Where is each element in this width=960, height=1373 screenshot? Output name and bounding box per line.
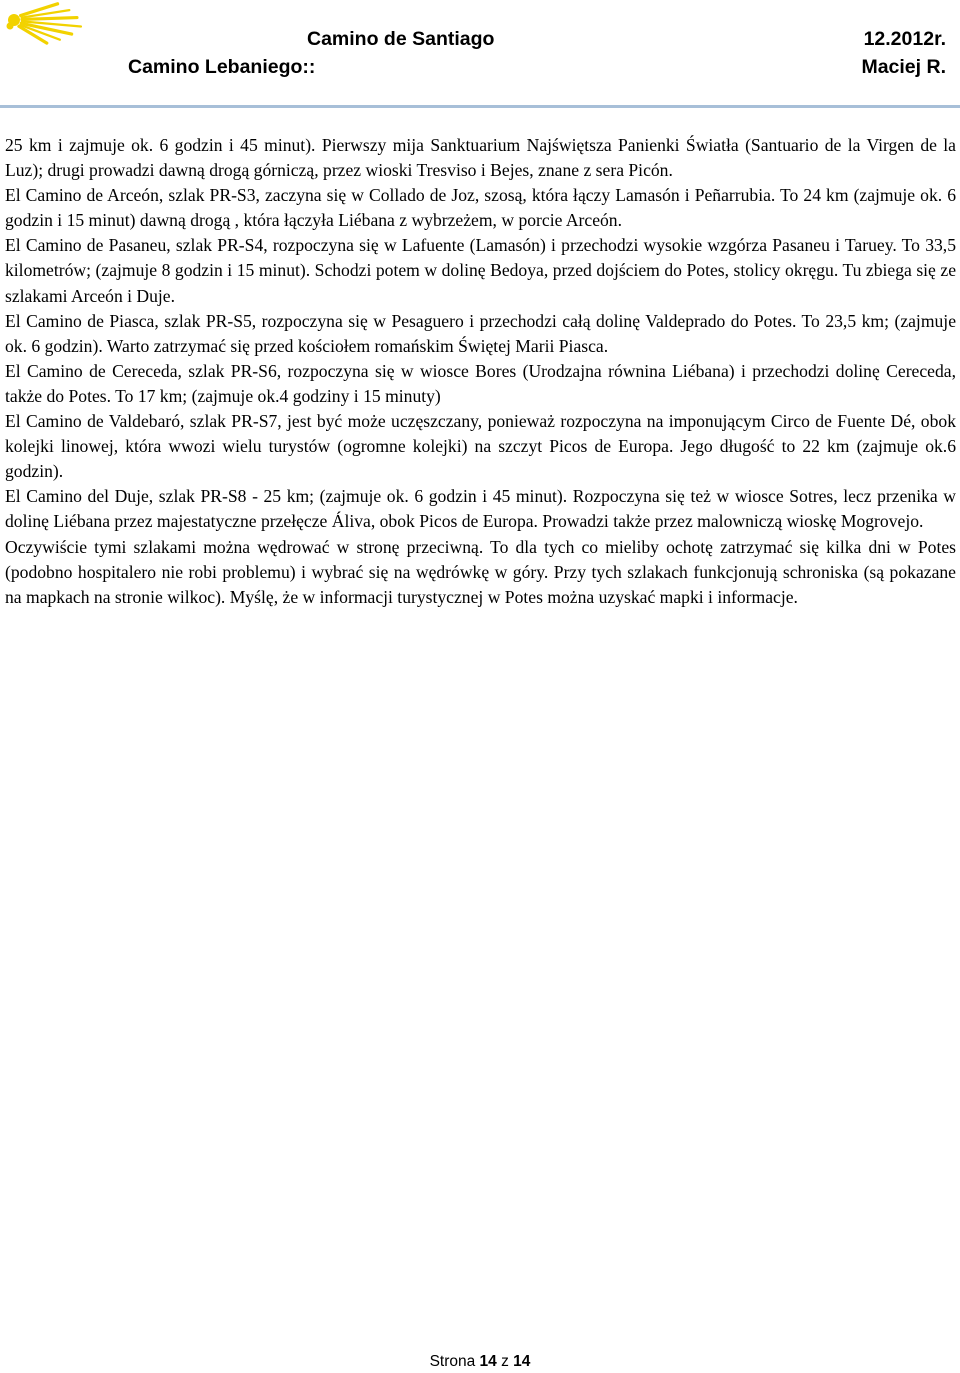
header-divider xyxy=(0,105,960,108)
page-current: 14 xyxy=(479,1353,497,1370)
page-total: 14 xyxy=(513,1353,531,1370)
document-body xyxy=(5,133,956,610)
scallop-shell-icon xyxy=(0,0,90,50)
header-author: Maciej R. xyxy=(861,56,946,78)
paragraph-2: El Camino de Arceón, szlak PR-S3, zaczyna się w Collado de Joz, szosą, która łączy Lamasón i Peñarrubia. To 24 km (zajmuje ok. 6 godzin i 15 minut) dawną drogą , która łączyła Liébana z wybrzeżem, w porcie Arceón. xyxy=(5,185,956,231)
page-footer xyxy=(0,1352,960,1372)
page-label: Strona xyxy=(429,1353,476,1370)
paragraph-5: El Camino de Cereceda, szlak PR-S6, rozpoczyna się w wiosce Bores (Urodzajna równina Liébana) i przechodzi dolinę Cereceda, także do Potes. To 17 km; (zajmuje ok.4 godziny i 15 minuty) xyxy=(5,360,956,406)
paragraph-4: El Camino de Piasca, szlak PR-S5, rozpoczyna się w Pesaguero i przechodzi całą dolinę Valdeprado do Potes. To 23,5 km; (zajmuje ok. 6 godzin). Warto zatrzymać się przed kościołem romańskim Świętej Marii Piasca. xyxy=(5,310,956,356)
header-date: 12.2012r. xyxy=(863,28,946,50)
paragraph-7: El Camino del Duje, szlak PR-S8 - 25 km; (zajmuje ok. 6 godzin i 45 minut). Rozpoczyna się też w wiosce Sotres, lecz przenika w dolinę Liébana przez majestatyczne przełęcze Áliva, obok Picos de Europa. Prowadzi także przez malowniczą wioskę Mogrovejo. xyxy=(5,486,956,532)
paragraph-8: Oczywiście tymi szlakami można wędrować w stronę przeciwną. To dla tych co mieliby ochotę zatrzymać się kilka dni w Potes (podobno hospitalero nie robi problemu) i wybrać się na wędrówkę w góry. Przy tych szlakach funkcjonują schroniska (są pokazane na mapkach na stronie wilkoc). Myślę, że w informacji turystycznej w Potes można uzyskać mapki i informacje. xyxy=(5,536,956,607)
header-title: Camino de Santiago xyxy=(307,28,495,50)
paragraph-1: 25 km i zajmuje ok. 6 godzin i 45 minut). Pierwszy mija Sanktuarium Najświętsza Panienki Światła (Santuario de la Virgen de la Luz); drugi prowadzi dawną drogą górniczą, przez wioski Tresviso i Bejes, znane z sera Picón. xyxy=(5,135,956,181)
paragraph-6: El Camino de Valdebaró, szlak PR-S7, jest być może uczęszczany, ponieważ rozpoczyna na imponującym Circo de Fuente Dé, obok kolejki linowej, która wwozi wielu turystów (ogromne kolejki) na szczyt Picos de Europa. Jego długość to 22 km (zajmuje ok.6 godzin). xyxy=(5,411,956,482)
paragraph-3: El Camino de Pasaneu, szlak PR-S4, rozpoczyna się w Lafuente (Lamasón) i przechodzi wysokie wzgórza Pasaneu i Taruey. To 33,5 kilometrów; (zajmuje 8 godzin i 15 minut). Schodzi potem w dolinę Bedoya, przed dojściem do Potes, stolicy okręgu. Tu zbiega się ze szlakami Arceón i Duje. xyxy=(5,235,956,306)
header-subtitle: Camino Lebaniego:: xyxy=(128,56,316,78)
page-of-label: z xyxy=(501,1353,509,1370)
page-header xyxy=(0,0,960,115)
